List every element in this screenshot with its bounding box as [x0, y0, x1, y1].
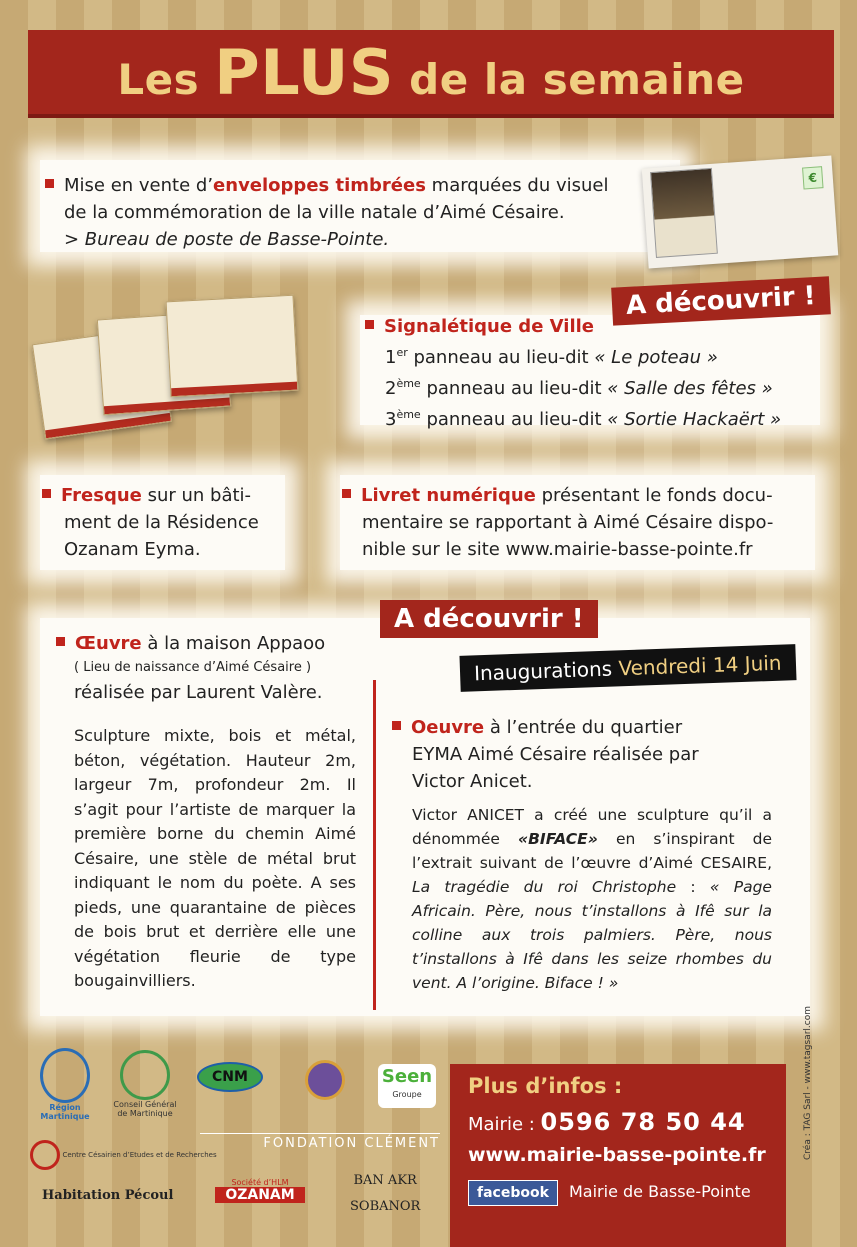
discover-banner-1: A découvrir ! [611, 276, 830, 325]
page-header [28, 30, 834, 118]
title-big: PLUS [214, 36, 395, 109]
signage-item-1: 1er panneau au lieu-dit « Le poteau » [385, 346, 718, 368]
eyma-body: Victor ANICET a créé une sculpture qu’il a dénommée «BIFACE» en s’inspirant de l’extrait suivant de l’œuvre d’Aimé CESAIRE, La tragédie du roi Christophe : « Page Africain. Père, nous t’installons à Ifê sur la colline aux trois palmiers. Père, nous t’installons à Ifê dans les seize rhombes du vent. A l’origine. Biface ! » [412, 806, 772, 992]
facebook-link[interactable]: facebook Mairie de Basse-Pointe [468, 1180, 751, 1206]
appaoo-body: Sculpture mixte, bois et métal, béton, végétation. Hauteur 2m, largeur 7m, profondeur 2m. Il s’agit pour l’artiste de marquer la première borne du chemin Aimé Césaire, une stèle de métal brut indiquant le nom du poète. A ses pieds, une quarantaine de pièces de bois brut et derrière elle une végétation fleurie de type bougainvilliers. [74, 726, 356, 990]
bullet-icon [342, 489, 351, 498]
signage-text [365, 314, 815, 433]
ban-akr-logo: BAN AKR SOBANOR [350, 1173, 421, 1214]
website-link[interactable]: www.mairie-basse-pointe.fr [468, 1144, 766, 1166]
signage-item-3: 3ème panneau au lieu-dit « Sortie Hackaërt » [385, 408, 782, 430]
title-post: de la semaine [409, 55, 745, 104]
info-phone: Mairie : 0596 78 50 44 [468, 1108, 746, 1136]
signage-title: Signalétique de Ville [384, 316, 594, 337]
bullet-icon [365, 320, 374, 329]
envelopes-text: Mise en vente d’enveloppes timbrées marquées du visuel de la commémoration de la ville natale d’Aimé Césaire. > Bureau de poste de Basse-Pointe. [45, 172, 645, 253]
appaoo-subtitle: ( Lieu de naissance d’Aimé Césaire ) [74, 660, 312, 675]
bullet-icon [45, 179, 54, 188]
bullet-icon [42, 489, 51, 498]
info-panel [450, 1064, 786, 1247]
fresque-text: Fresque sur un bâti- ment de la Résidence Ozanam Eyma. [42, 482, 287, 563]
bullet-icon [392, 721, 401, 730]
seen-logo: Seen Groupe [378, 1064, 436, 1108]
ozanam-logo: Société d’HLM OZANAM [215, 1178, 305, 1203]
centre-cesairien-logo: Centre Césairien d’Etudes et de Recherches [30, 1140, 270, 1170]
column-divider [373, 680, 376, 1010]
title-pre: Les [117, 55, 200, 104]
bullet-icon [56, 637, 65, 646]
fondation-clement-logo: FONDATION CLÉMENT [200, 1133, 440, 1151]
facebook-icon: facebook [468, 1180, 558, 1206]
credit-text: Créa : TAG Sarl - www.tagsarl.com [803, 1006, 813, 1160]
oeuvre-appaoo: Œuvre à la maison Appaoo ( Lieu de naissance d’Aimé Césaire ) réalisée par Laurent Valère. Sculpture mixte, bois et métal, béton, végétation. Hauteur 2m, largeur 7m, profondeur 2m. Il s’agit pour l’artiste de marquer la première borne du chemin Aimé Césaire, une stèle de métal brut indiquant le nom du poète. A ses pieds, une quarantaine de pièces de bois brut et derrière elle une végétation fleurie de type bougainvilliers. [56, 630, 356, 994]
envelopes-highlight: enveloppes timbrées [213, 175, 426, 196]
discover-banner-2: A découvrir ! [380, 600, 598, 638]
cnm-logo: CNM [195, 1062, 265, 1092]
page-title [28, 36, 834, 109]
signage-item-2: 2ème panneau au lieu-dit « Salle des fêtes » [385, 377, 773, 399]
region-martinique-logo: Région Martinique [30, 1048, 100, 1121]
envelope-visual [650, 168, 718, 258]
info-title: Plus d’infos : [468, 1074, 623, 1098]
habitation-pecoul-logo: Habitation Pécoul [42, 1188, 174, 1203]
conseil-general-logo: Conseil Général de Martinique [110, 1050, 180, 1118]
livret-text: Livret numérique présentant le fonds docu- mentaire se rapportant à Aimé Césaire dispo- nible sur le site www.mairie-basse-pointe.fr [342, 482, 822, 563]
plaque-image-3 [166, 295, 299, 398]
inauguration-date: Vendredi 14 Juin [618, 650, 782, 681]
oeuvre-eyma: Oeuvre à l’entrée du quartier EYMA Aimé Césaire réalisée par Victor Anicet. Victor ANICET a créé une sculpture qu’il a dénommée «BIFACE» en s’inspirant de l’extrait suivant de l’œuvre d’Aimé CESAIRE, La tragédie du roi Christophe : « Page Africain. Père, nous t’installons à Ifê sur la colline aux trois palmiers. Père, nous t’installons à Ifê dans les seize rhombes du vent. A l’origine. Biface ! » [392, 714, 772, 995]
ville-logo [290, 1060, 360, 1100]
inauguration-banner: Inaugurations Vendredi 14 Juin [459, 644, 796, 692]
envelopes-location: > Bureau de poste de Basse-Pointe. [64, 229, 390, 250]
envelope-image [642, 155, 839, 268]
stamp-icon: € [802, 166, 823, 189]
eyma-quote: « Page Africain. Père, nous t’installons à Ifê sur la colline aux trois palmiers. Père, nous t’installons à Ifê dans les seize rhombes du vent. A l’origine. Biface ! » [412, 878, 772, 992]
